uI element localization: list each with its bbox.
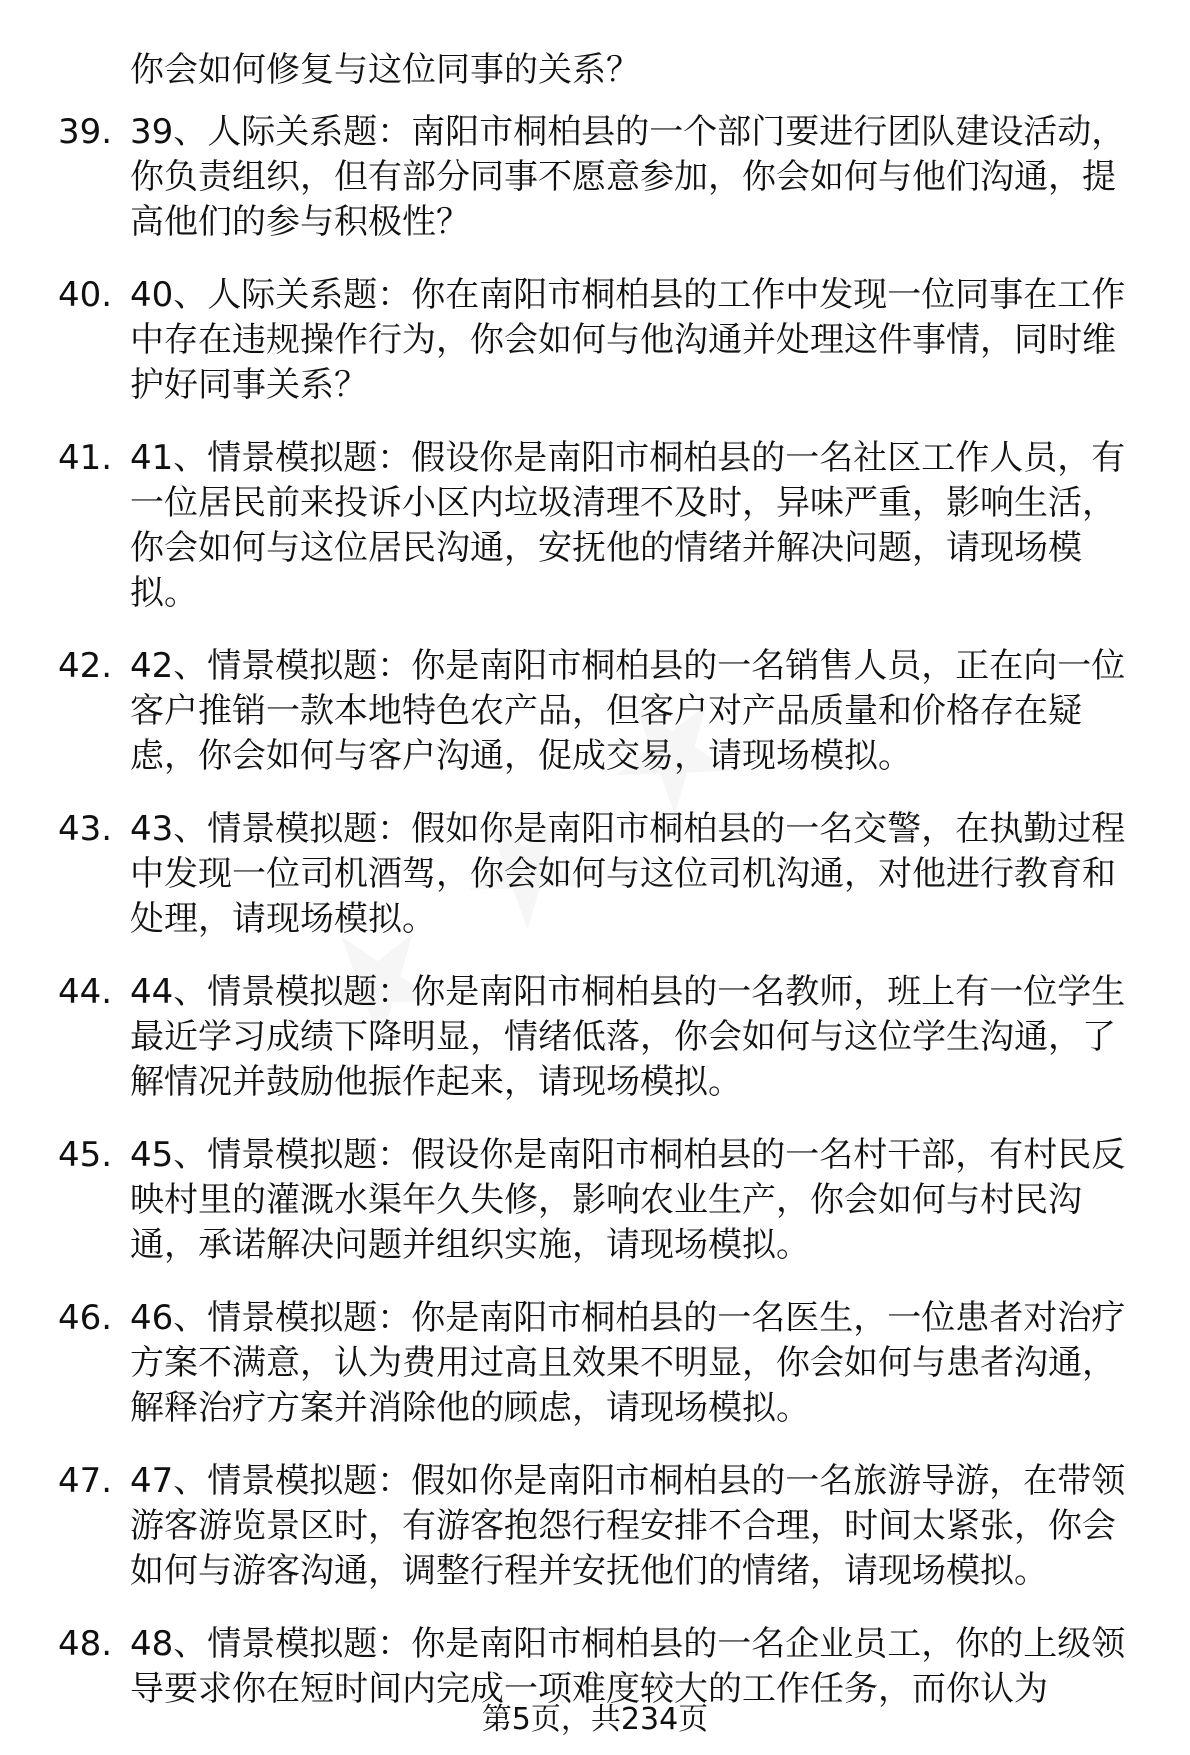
list-item (0, 1459, 1190, 1594)
question-text: 40、人际关系题：你在南阳市桐柏县的工作中发现一位同事在工作中存在违规操作行为，你会如何与他沟通并处理这件事情，同时维护好同事关系？ (130, 275, 1126, 405)
question-number: 45. (58, 1135, 113, 1175)
list-item (0, 807, 1190, 942)
question-text: 42、情景模拟题：你是南阳市桐柏县的一名销售人员，正在向一位客户推销一款本地特色农产品，但客户对产品质量和价格存在疑虑，你会如何与客户沟通，促成交易，请现场模拟。 (130, 646, 1126, 776)
list-item (0, 273, 1190, 408)
list-item (0, 970, 1190, 1105)
question-text: 44、情景模拟题：你是南阳市桐柏县的一名教师，班上有一位学生最近学习成绩下降明显，情绪低落，你会如何与这位学生沟通，了解情况并鼓励他振作起来，请现场模拟。 (130, 972, 1126, 1102)
question-number: 48. (58, 1624, 113, 1664)
list-item (0, 1622, 1190, 1712)
page-footer: 第5页，共234页 (481, 1702, 709, 1737)
question-text: 45、情景模拟题：假设你是南阳市桐柏县的一名村干部，有村民反映村里的灌溉水渠年久失修，影响农业生产，你会如何与村民沟通，承诺解决问题并组织实施，请现场模拟。 (130, 1135, 1126, 1265)
list-item (0, 436, 1190, 616)
list-item (0, 1296, 1190, 1431)
question-text: 39、人际关系题：南阳市桐柏县的一个部门要进行团队建设活动，你负责组织，但有部分同事不愿意参加，你会如何与他们沟通，提高他们的参与积极性？ (130, 112, 1126, 242)
question-number: 46. (58, 1298, 113, 1338)
question-text: 41、情景模拟题：假设你是南阳市桐柏县的一名社区工作人员，有一位居民前来投诉小区内垃圾清理不及时，异味严重，影响生活，你会如何与这位居民沟通，安抚他的情绪并解决问题，请现场模拟。 (130, 438, 1126, 613)
question-number: 44. (58, 972, 113, 1012)
question-text: 47、情景模拟题：假如你是南阳市桐柏县的一名旅游导游，在带领游客游览景区时，有游客抱怨行程安排不合理，时间太紧张，你会如何与游客沟通，调整行程并安抚他们的情绪，请现场模拟。 (130, 1461, 1126, 1591)
question-text: 48、情景模拟题：你是南阳市桐柏县的一名企业员工，你的上级领导要求你在短时间内完成一项难度较大的工作任务，而你认为 (130, 1624, 1126, 1709)
question-number: 43. (58, 809, 113, 849)
question-list (0, 110, 1190, 1740)
list-item (0, 110, 1190, 245)
question-text: 46、情景模拟题：你是南阳市桐柏县的一名医生，一位患者对治疗方案不满意，认为费用过高且效果不明显，你会如何与患者沟通，解释治疗方案并消除他的顾虑，请现场模拟。 (130, 1298, 1126, 1428)
question-number: 42. (58, 646, 113, 686)
question-number: 47. (58, 1461, 113, 1501)
question-number: 41. (58, 438, 113, 478)
list-item (0, 644, 1190, 779)
question-number: 39. (58, 112, 113, 152)
question-text: 43、情景模拟题：假如你是南阳市桐柏县的一名交警，在执勤过程中发现一位司机酒驾，你会如何与这位司机沟通，对他进行教育和处理，请现场模拟。 (130, 809, 1126, 939)
list-item (0, 1133, 1190, 1268)
question-number: 40. (58, 275, 113, 315)
continuation-text: 你会如何修复与这位同事的关系？ (130, 50, 640, 90)
